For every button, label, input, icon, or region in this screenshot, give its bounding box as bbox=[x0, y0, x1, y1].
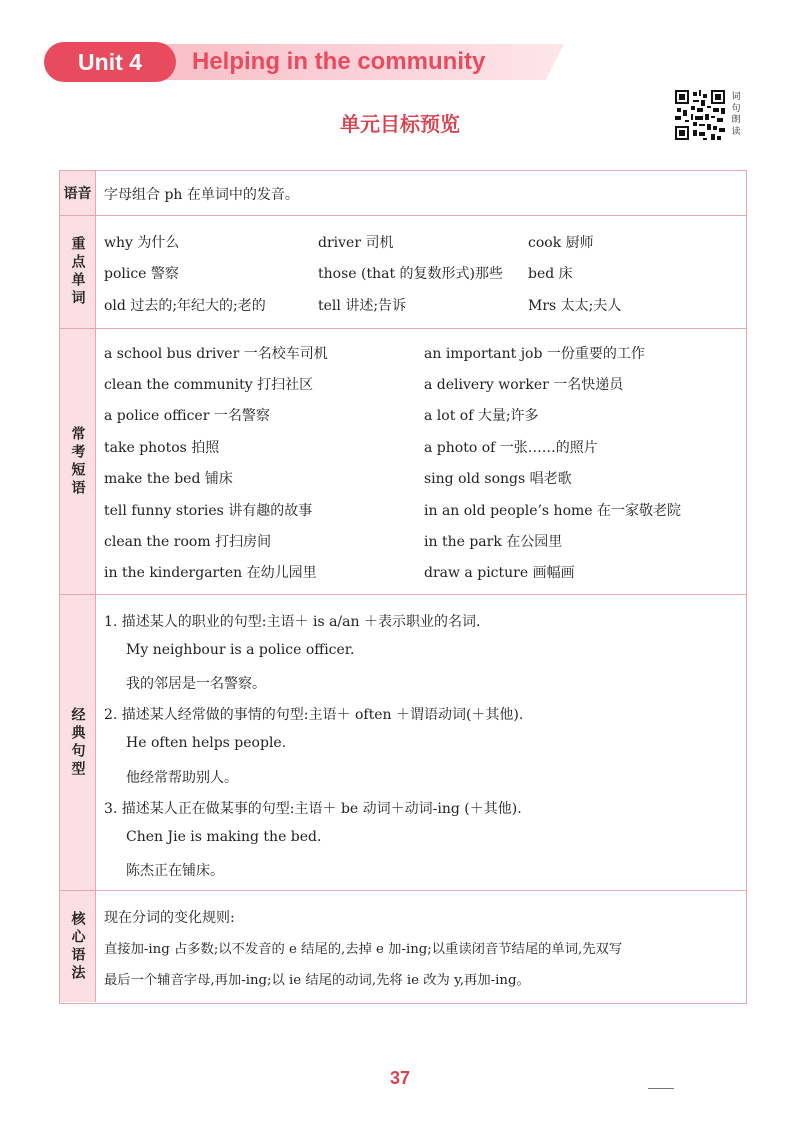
sentence-pattern-title: 2. 描述某人经常做的事情的句型:主语＋ often ＋谓语动词(＋其他). bbox=[104, 707, 524, 723]
sentence-example-en: My neighbour is a police officer. bbox=[126, 642, 355, 658]
key-words-label: 重点单词 bbox=[69, 236, 86, 308]
phrases-label-cell bbox=[60, 329, 96, 594]
page-title: 单元目标预览 bbox=[340, 112, 460, 136]
grammar-line: 现在分词的变化规则: bbox=[104, 910, 235, 926]
phrase-item: clean the room 打扫房间 bbox=[104, 534, 272, 550]
unit-title: Helping in the community bbox=[192, 48, 486, 75]
sentences-content bbox=[104, 595, 738, 890]
sentence-example-zh: 陈杰正在铺床。 bbox=[126, 863, 224, 879]
pencil-mark bbox=[648, 1088, 674, 1089]
phrase-item: sing old songs 唱老歌 bbox=[424, 471, 572, 487]
pronunciation-row bbox=[60, 171, 746, 216]
grammar-line: 直接加-ing 占多数;以不发音的 e 结尾的,去掉 e 加-ing;以重读闭音节结尾的单词,先双写 bbox=[104, 942, 623, 957]
phrase-item: a lot of 大量;许多 bbox=[424, 408, 539, 424]
word-item: old 过去的;年纪大的;老的 bbox=[104, 298, 266, 314]
pronunciation-label: 语音 bbox=[63, 186, 92, 202]
phrases-label: 常考短语 bbox=[69, 425, 86, 498]
qr-label bbox=[729, 92, 743, 138]
grammar-label-cell bbox=[60, 891, 96, 1002]
pronunciation-text: 字母组合 ph 在单词中的发音。 bbox=[104, 187, 299, 203]
qr-code-icon[interactable] bbox=[675, 90, 725, 140]
phrase-item: in an old people’s home 在一家敬老院 bbox=[424, 503, 682, 519]
word-item: Mrs 太太;夫人 bbox=[528, 298, 622, 314]
word-item: police 警察 bbox=[104, 266, 179, 282]
qr-label-char: 词 bbox=[731, 92, 741, 102]
sentences-label: 经典句型 bbox=[69, 706, 86, 779]
phrase-item: an important job 一份重要的工作 bbox=[424, 346, 645, 362]
grammar-label: 核心语法 bbox=[69, 910, 86, 983]
sentence-pattern-title: 3. 描述某人正在做某事的句型:主语＋ be 动词＋动词-ing (＋其他). bbox=[104, 801, 522, 817]
sentence-example-zh: 他经常帮助别人。 bbox=[126, 770, 238, 786]
qr-label-char: 读 bbox=[731, 126, 741, 137]
sentence-example-en: Chen Jie is making the bed. bbox=[126, 829, 322, 845]
phrase-item: in the park 在公园里 bbox=[424, 534, 563, 550]
sentence-example-zh: 我的邻居是一名警察。 bbox=[126, 676, 266, 692]
grammar-row bbox=[60, 891, 746, 1002]
key-words-content bbox=[104, 216, 738, 328]
phrase-item: a school bus driver 一名校车司机 bbox=[104, 346, 328, 362]
unit-goals-table bbox=[59, 170, 747, 1004]
sentences-row bbox=[60, 595, 746, 891]
unit-header bbox=[44, 42, 564, 82]
word-item: why 为什么 bbox=[104, 235, 180, 251]
phrase-item: tell funny stories 讲有趣的故事 bbox=[104, 503, 313, 519]
pronunciation-content bbox=[104, 171, 738, 215]
phrases-content bbox=[104, 329, 738, 594]
qr-label-char: 句 bbox=[731, 103, 741, 114]
unit-label: Unit 4 bbox=[44, 42, 176, 82]
word-item: bed 床 bbox=[528, 266, 573, 282]
pronunciation-label-cell bbox=[60, 171, 96, 215]
qr-label-char: 朗 bbox=[731, 115, 741, 125]
phrase-item: a police officer 一名警察 bbox=[104, 408, 270, 424]
phrase-item: in the kindergarten 在幼儿园里 bbox=[104, 565, 317, 581]
key-words-label-cell bbox=[60, 216, 96, 328]
grammar-content bbox=[104, 891, 738, 1002]
phrase-item: a delivery worker 一名快递员 bbox=[424, 377, 624, 393]
phrase-item: take photos 拍照 bbox=[104, 440, 220, 456]
phrase-item: a photo of 一张……的照片 bbox=[424, 440, 598, 456]
sentence-example-en: He often helps people. bbox=[126, 735, 287, 751]
phrase-item: draw a picture 画幅画 bbox=[424, 565, 575, 581]
word-item: cook 厨师 bbox=[528, 235, 594, 251]
word-item: driver 司机 bbox=[318, 235, 394, 251]
word-item: tell 讲述;告诉 bbox=[318, 298, 407, 314]
grammar-line: 最后一个辅音字母,再加-ing;以 ie 结尾的动词,先将 ie 改为 y,再加-ing。 bbox=[104, 973, 530, 988]
phrase-item: clean the community 打扫社区 bbox=[104, 377, 314, 393]
sentences-label-cell bbox=[60, 595, 96, 890]
phrase-item: make the bed 铺床 bbox=[104, 471, 233, 487]
key-words-row bbox=[60, 216, 746, 329]
phrases-row bbox=[60, 329, 746, 595]
sentence-pattern-title: 1. 描述某人的职业的句型:主语＋ is a/an ＋表示职业的名词. bbox=[104, 614, 481, 630]
word-item: those (that 的复数形式)那些 bbox=[318, 266, 503, 282]
page-number: 37 bbox=[389, 1068, 411, 1088]
